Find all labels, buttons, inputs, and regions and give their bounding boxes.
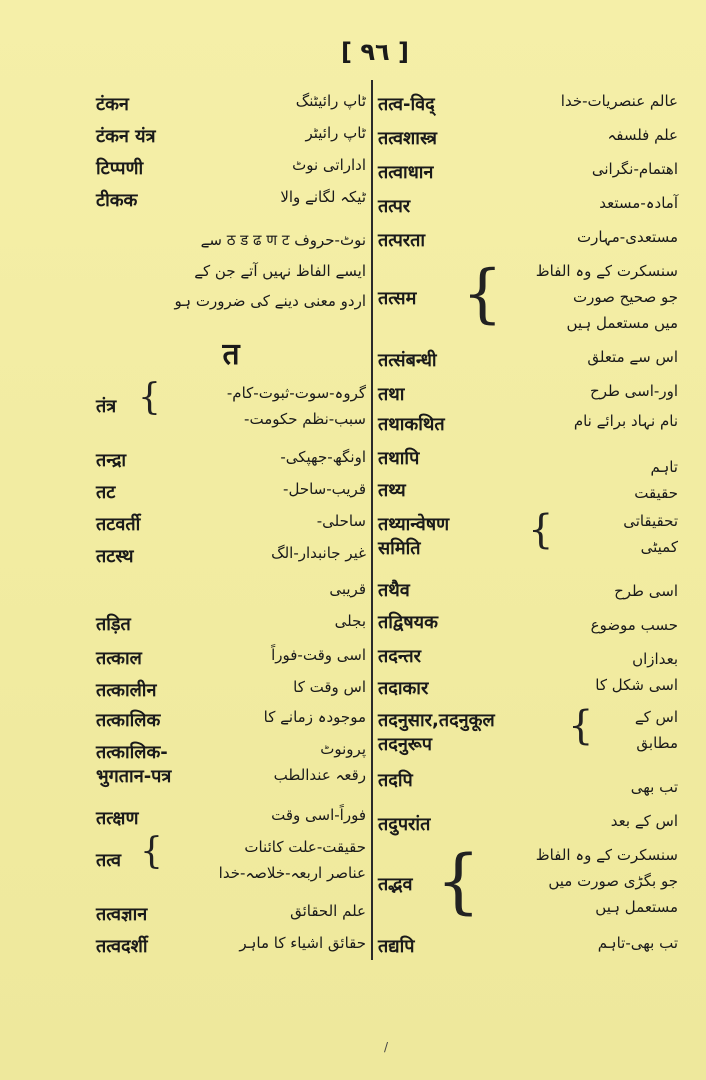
headword: तदन्तर [378,646,421,667]
headword: तत्व [96,850,122,871]
definition: پرونوٹ [320,740,366,758]
definition: عناصر اربعہ-خلاصہ-خدا [218,864,366,882]
definition: مطابق [636,734,678,752]
column-divider [371,80,373,960]
definition: آمادہ-مستعد [599,194,678,212]
headword: तद्यपि [378,936,415,957]
definition: اداراتی نوٹ [292,156,366,174]
definition: فوراً-اسی وقت [271,806,366,824]
definition: مستعمل ہیں [595,898,678,916]
headword: तत्वशास्त्र [378,128,437,149]
definition: علم الحقائق [290,902,366,920]
definition: بجلی [334,612,366,630]
definition: اس کے [634,708,678,726]
headword: तत्पर [378,196,411,217]
brace: { [436,840,481,922]
brace: { [528,507,554,553]
definition: موجودہ زمانے کا [263,708,366,726]
definition: اس وقت کا [293,678,366,696]
definition: رقعہ عندالطب [273,766,366,784]
definition: حسب موضوع [590,616,678,634]
headword: तत्कालिक [96,710,161,731]
definition: اهتمام-نگرانی [591,160,678,178]
headword: तत्कालीन [96,680,157,701]
headword: तथ्यान्वेषण [378,514,450,535]
headword: तत्वज्ञान [96,904,148,925]
headword: भुगतान-पत्र [96,766,172,787]
definition: اونگھ-جھپکی- [280,448,366,466]
definition: سبب-نظم حکومت- [244,410,366,428]
brace: { [140,831,163,872]
definition: سنسکرت کے وہ الفاظ [535,262,678,280]
definition: سنسکرت کے وہ الفاظ [535,846,678,864]
headword: तटवर्ती [96,514,141,535]
headword: टीकक [96,190,138,211]
headword: तद्भव [378,874,413,895]
headword: तड़ित [96,614,131,635]
headword: तत्वाधान [378,162,434,183]
headword: टंकन [96,94,129,115]
section-letter: त [222,337,240,372]
definition: غیر جانبدار-الگ [271,544,366,562]
headword: तदनुरूप [378,734,433,755]
definition: حقائق اشیاء کا ماہر [239,934,366,952]
definition: عالم عنصریات-خدا [560,92,678,110]
definition: قریب-ساحل- [283,480,366,498]
definition: جو بگڑی صورت میں [548,872,678,890]
headword: तन्द्रा [96,450,127,471]
brace: { [138,377,161,418]
headword: तदनुसार,तदनुकूल [378,710,495,731]
headword: तद्विषयक [378,612,438,633]
headword: तथैव [378,580,410,601]
definition: ٹاپ رائیٹر [305,124,366,142]
definition: اسی شکل کا [595,676,678,694]
note-line-2: ایسے الفاظ نہیں آتے جن کے [194,262,366,280]
headword: तटस्थ [96,546,134,567]
headword: तत्सम [378,288,417,309]
definition: بعدازاں [632,650,678,668]
brace: { [462,257,503,331]
definition: حقیقت-علت کائنات [244,838,366,856]
headword: तदाकार [378,678,429,699]
headword: टिप्पणी [96,158,144,179]
definition: تحقیقاتی [623,512,678,530]
definition: تب بھی-تاہم [597,934,678,952]
note-line-1: نوٹ-حروف ठ ड ढ ण ट سے [200,231,366,249]
headword: तदपि [378,770,413,791]
definition: ٹاپ رائیٹنگ [295,92,366,110]
headword: तत्क्षण [96,808,139,829]
headword: तत्वदर्शी [96,936,148,957]
definition: میں مستعمل ہیں [566,314,678,332]
headword: तत्परता [378,230,426,251]
definition: مستعدی-مہارت [577,228,678,246]
definition: تب بھی [630,778,678,796]
headword: तथापि [378,448,420,469]
headword: तथा [378,384,405,405]
note-line-3: اردو معنی دینے کی ضرورت ہو [174,292,366,310]
page-number: [ ٩٦ ] [341,38,409,66]
headword: तट [96,482,116,503]
brace: { [568,703,594,749]
definition: اسی وقت-فوراً [271,646,366,664]
definition: حقیقت [634,484,678,502]
headword: तंत्र [96,396,117,417]
definition: تاہم [650,458,678,476]
definition: جو صحیح صورت [572,288,678,306]
definition: اسی طرح [614,582,678,600]
definition: اور-اسی طرح [590,382,678,400]
headword: टंकन यंत्र [96,126,156,147]
headword: तदुपरांत [378,814,431,835]
headword: तथ्य [378,480,406,501]
definition: قریبی [329,580,366,598]
headword: तथाकथित [378,414,445,435]
definition: علم فلسفہ [607,126,678,144]
headword: तत्व-विद् [378,94,435,115]
headword: तत्काल [96,648,142,669]
definition: اس سے متعلق [587,348,678,366]
definition: نام نہاد برائے نام [573,412,678,430]
definition: اس کے بعد [610,812,678,830]
headword: समिति [378,538,421,559]
headword: तत्संबन्धी [378,350,437,371]
footer-mark: / [384,1040,389,1054]
headword: तत्कालिक- [96,742,168,763]
definition: گروہ-سوت-ثبوت-کام- [226,384,366,402]
definition: ساحلی- [316,512,366,530]
definition: ٹیکہ لگانے والا [280,188,366,206]
definition: کمیٹی [640,538,678,556]
